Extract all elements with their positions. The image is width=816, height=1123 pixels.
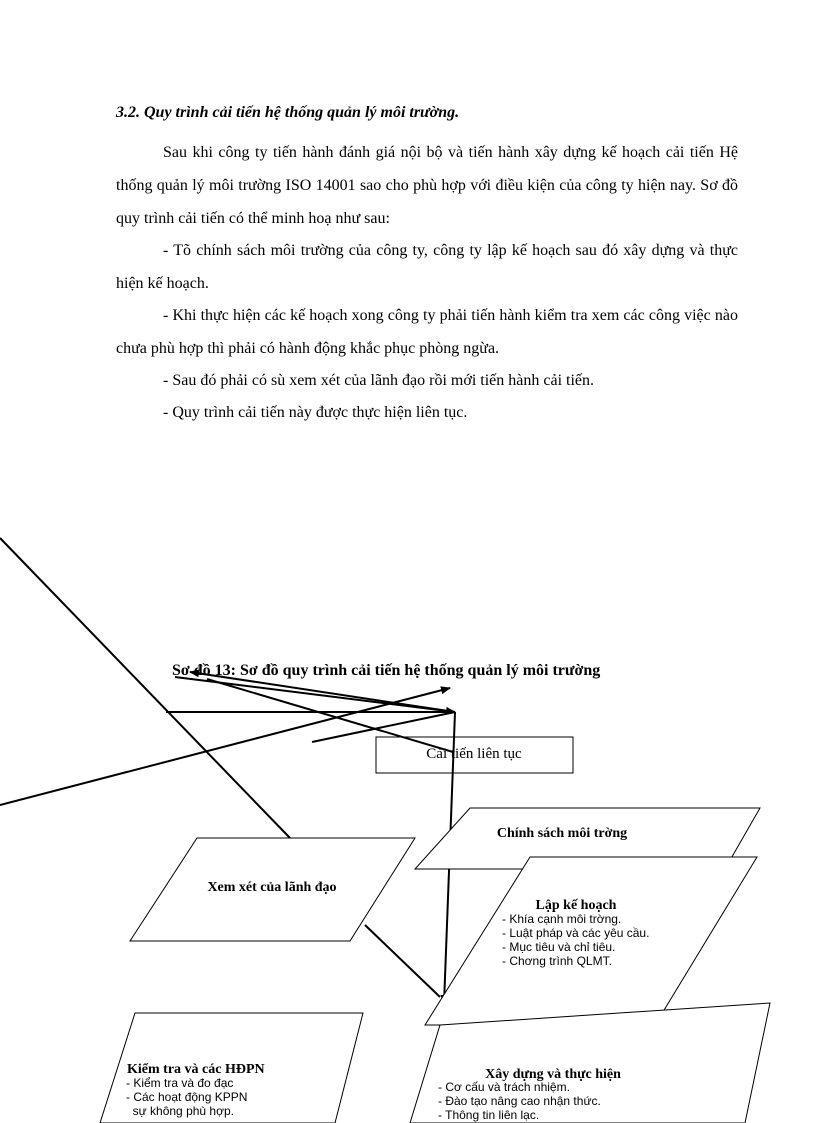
implementation-title: Xây dựng và thực hiện bbox=[485, 1067, 621, 1082]
paragraph-intro: Sau khi công ty tiến hành đánh giá nội bộ và tiến hành xây dựng kế hoạch cải tiến Hệ thống quản lý môi trường ISO 14001 sao cho phù hợp với điều kiện của công ty hiện nay. Sơ đồ quy trình cải tiến có thể minh hoạ như sau: bbox=[116, 144, 738, 227]
checking-title: Kiểm tra và các HĐPN bbox=[127, 1062, 265, 1077]
planning-title: Lập kế hoạch bbox=[535, 898, 617, 913]
planning-item: - Luật pháp và các yêu cầu. bbox=[502, 926, 650, 940]
implementation-item: - Đào tạo nâng cao nhận thức. bbox=[438, 1094, 601, 1108]
checking-item: sự không phù hợp. bbox=[126, 1104, 234, 1118]
arrow-line bbox=[365, 925, 440, 997]
paragraph-check-and-correct: - Khi thực hiện các kế hoạch xong công ty phải tiến hành kiểm tra xem các công việc nào chưa phù hợp thì phải có hành động khắc phục phòng ngừa. bbox=[116, 307, 738, 357]
paragraph-continuous-cycle: - Quy trình cải tiến này được thực hiện liên tục. bbox=[163, 404, 468, 421]
policy-label: Chính sách môi trờng bbox=[496, 826, 628, 841]
checking-item: - Kiểm tra và đo đạc bbox=[126, 1076, 234, 1090]
paragraph-management-review: - Sau đó phải có sù xem xét của lãnh đạo rồi mới tiến hành cải tiến. bbox=[163, 372, 595, 389]
paragraph-policy-to-plan: - Tõ chính sách môi trường của công ty, công ty lập kế hoạch sau đó xây dựng và thực hiện kế hoạch. bbox=[116, 242, 738, 292]
implementation-item: - Thông tin liên lạc. bbox=[438, 1108, 540, 1122]
implementation-item: - Cơ cấu và trách nhiệm. bbox=[438, 1080, 570, 1094]
planning-item: - Mục tiêu và chỉ tiêu. bbox=[502, 940, 616, 954]
management-review-label: Xem xét của lãnh đạo bbox=[207, 880, 337, 895]
section-heading: 3.2. Quy trình cải tiến hệ thống quản lý môi trường. bbox=[116, 104, 460, 121]
diagram-title: Sơ đồ 13: Sơ đồ quy trình cải tiến hệ thống quản lý môi trường bbox=[172, 662, 601, 679]
arrow-line bbox=[0, 688, 450, 805]
planning-item: - Chơng trình QLMT. bbox=[502, 954, 612, 968]
continuous-improvement-label: Cải tiến liên tục bbox=[426, 746, 522, 762]
checking-item: - Các hoạt động KPPN bbox=[126, 1090, 248, 1104]
planning-item: - Khía cạnh môi trờng. bbox=[502, 912, 622, 926]
